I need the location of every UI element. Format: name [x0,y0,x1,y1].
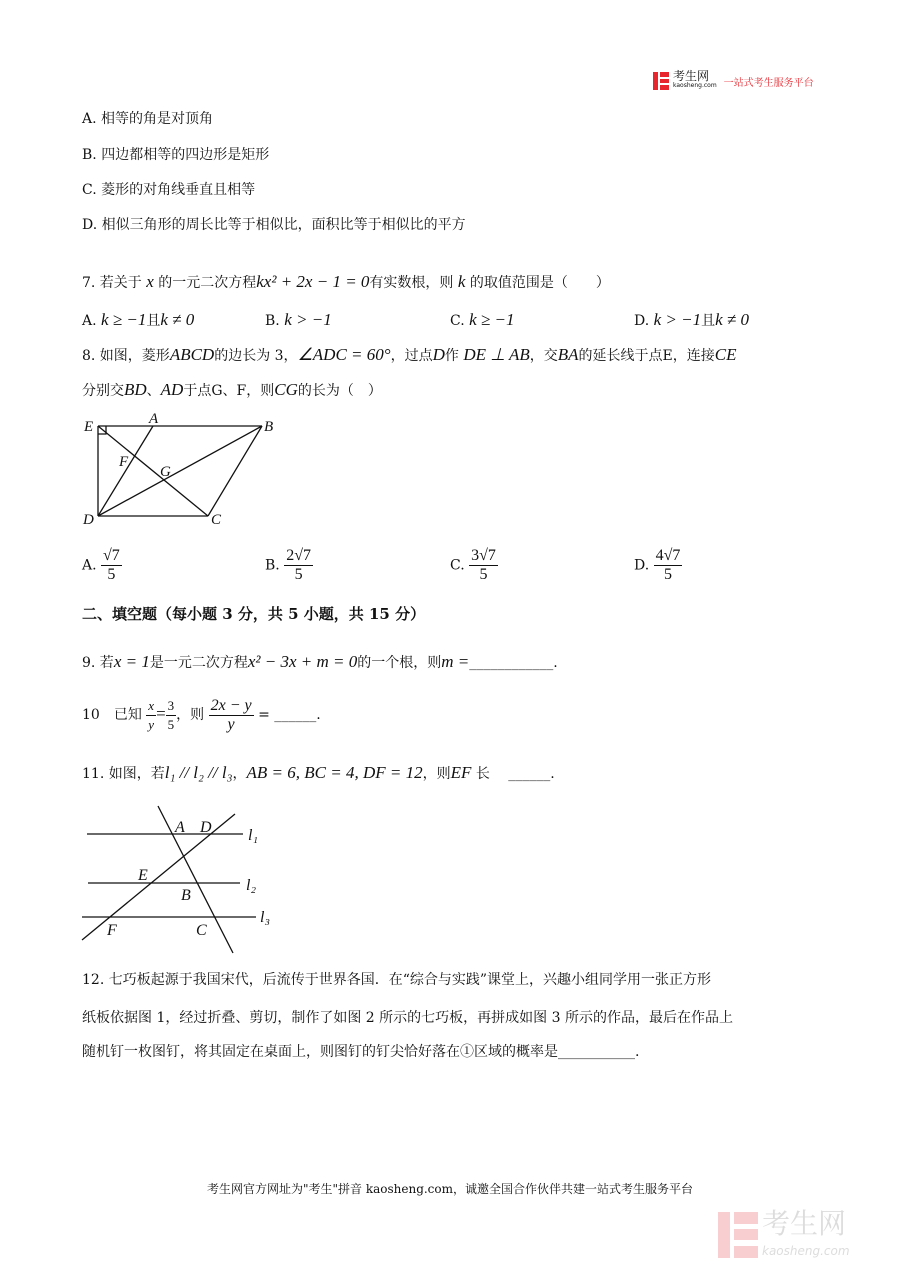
q12-line1: 12. 七巧板起源于我国宋代，后流传于世界各国．在“综合与实践”课堂上，兴趣小组同学用一张正方形 [82,972,712,988]
label-E2: E [138,867,148,884]
q7-option-a: A. k ≥ −1且k ≠ 0 [82,310,195,329]
q6-option-c: C. 菱形的对角线垂直且相等 [82,182,256,198]
logo-name: 考生网 [673,69,710,83]
section-heading: 二、填空题（每小题 3 分，共 5 小题，共 15 分） [82,605,426,623]
q11: 11. 如图，若l₁ // l₂ // l₃，AB = 6, BC = 4, DF = 12，则EF 长 ______. [82,763,555,782]
label-E: E [84,419,94,435]
watermark-name: 考生网 [762,1207,847,1240]
q7-stem: 7. 若关于 x 的一元二次方程kx² + 2x − 1 = 0有实数根，则 k 的取值范围是（ ） [82,272,610,291]
label-A2: A [175,819,185,836]
q7-option-c: C. k ≥ −1 [450,310,515,329]
logo-domain: kaosheng.com [673,82,717,89]
rhombus-figure [98,426,262,516]
label-B2: B [181,887,191,904]
watermark-domain: kaosheng.com [762,1244,850,1258]
q7-option-b: B. k > −1 [265,310,332,329]
label-A: A [149,411,159,427]
header-slogan: 一站式考生服务平台 [723,77,814,89]
q8-option-d: D. $\frac{4√7}{5}$ [634,547,681,583]
label-B: B [264,419,274,435]
label-C2: C [196,922,207,939]
kaosheng-watermark-icon [718,1212,758,1258]
q6-option-d: D. 相似三角形的周长比等于相似比，面积比等于相似比的平方 [82,217,466,233]
label-F: F [119,454,129,470]
q8-option-c: C. $\frac{3√7}{5}$ [450,547,496,583]
q8-option-b: B. $\frac{2√7}{5}$ [265,547,311,583]
q8-stem-line2: 分别交BD、AD于点G、F，则CG的长为（ ） [82,380,382,399]
q9: 9. 若x = 1是一元二次方程x² − 3x + m = 0的一个根，则m =____________. [82,652,558,671]
q8-stem-line1: 8. 如图，菱形ABCD的边长为 3，∠ADC = 60°，过点D作 DE ⊥ AB，交BA的延长线于点E，连接CE [82,345,737,364]
watermark-logo [718,1208,850,1262]
label-D: D [83,512,94,528]
q8-option-a: A. $\frac{√7}{5}$ [82,547,120,583]
footer-text: 考生网官方网址为"考生"拼音 kaosheng.com，诚邀全国合作伙伴共建一站式考生服务平台 [206,1182,694,1196]
label-D2: D [200,819,212,836]
q12-line2: 纸板依据图 1，经过折叠、剪切，制作了如图 2 所示的七巧板，再拼成如图 3 所示的作品，最后在作品上 [82,1010,733,1026]
label-F2: F [107,922,117,939]
q12-line3: 随机钉一枚图钉，将其固定在桌面上，则图钉的钉尖恰好落在①区域的概率是___________. [82,1044,640,1060]
label-l3: l₃ [260,909,271,926]
q6-option-b: B. 四边都相等的四边形是矩形 [82,147,270,163]
label-C: C [211,512,222,528]
label-l2: l₂ [246,877,257,894]
q6-option-a: A. 相等的角是对顶角 [82,111,214,127]
q7-option-d: D. k > −1且k ≠ 0 [634,310,750,329]
label-l1: l₁ [248,827,259,844]
label-G: G [160,464,171,480]
q10: 10 已知 $\frac{x}{y}$ = $\frac{3}{5}$ ，则 $\frac{2x - y}{y}$ = ______. [82,696,321,733]
